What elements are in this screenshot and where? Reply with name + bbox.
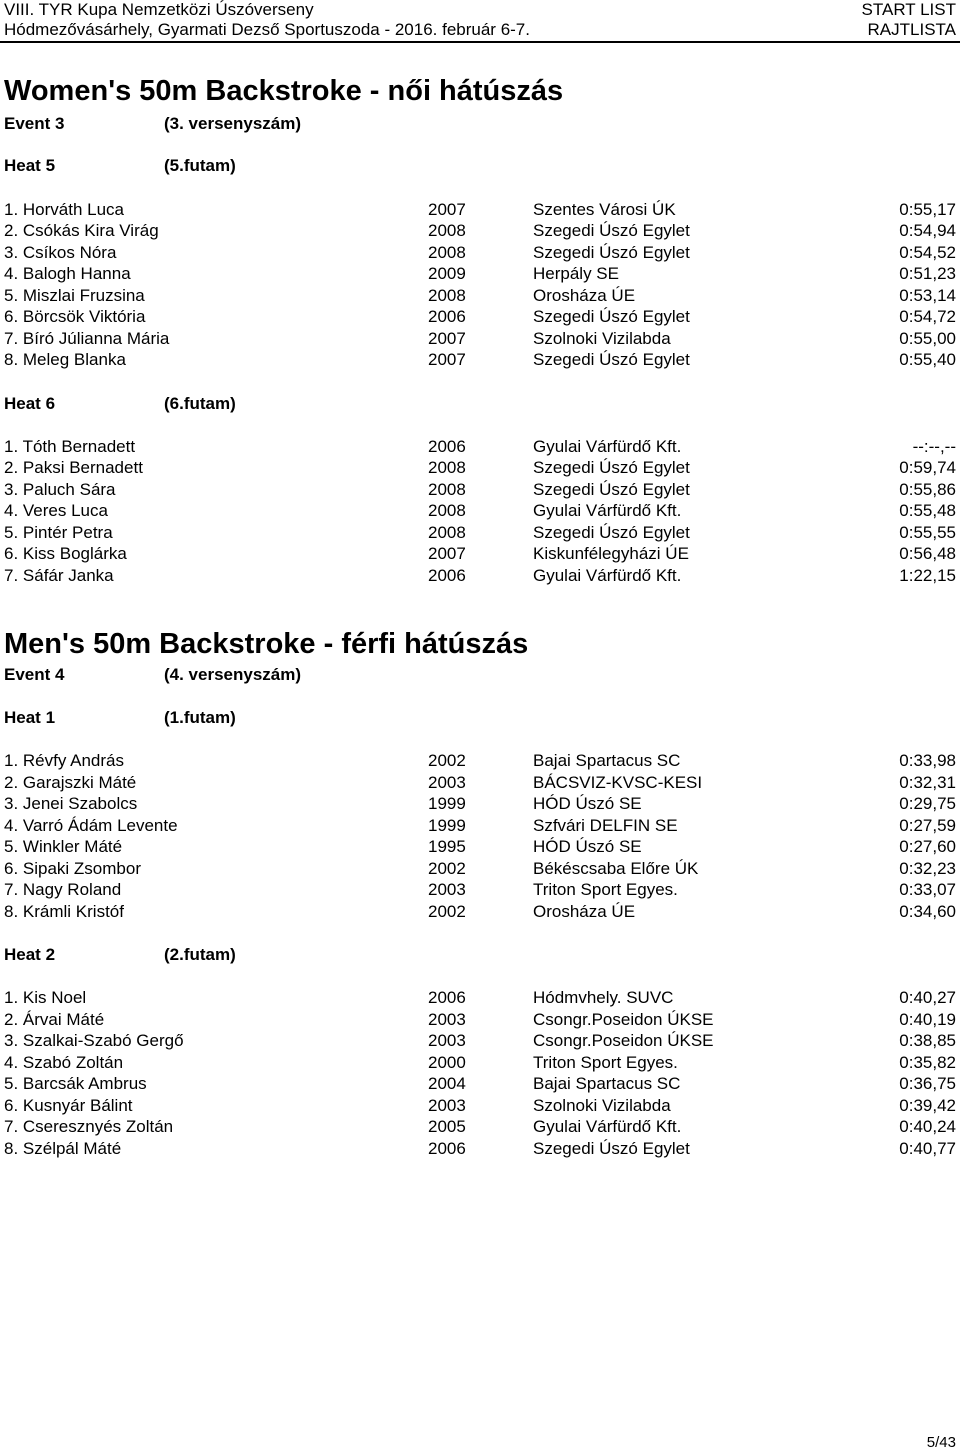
club-name: BÁCSVIZ-KVSC-KESI bbox=[533, 773, 703, 792]
birth-year: 2002 bbox=[428, 751, 466, 770]
table-row bbox=[0, 349, 960, 370]
entry-time: 1:22,15 bbox=[899, 566, 956, 585]
table-row bbox=[0, 750, 960, 771]
birth-year: 2003 bbox=[428, 880, 466, 899]
table-row bbox=[0, 1116, 960, 1137]
heat-label-hu: (6.futam) bbox=[164, 394, 236, 413]
entry-time: 0:40,27 bbox=[899, 988, 956, 1007]
club-name: Szolnoki Vizilabda bbox=[533, 329, 671, 348]
table-row bbox=[0, 285, 960, 306]
entry-time: 0:51,23 bbox=[899, 264, 956, 283]
club-name: Szegedi Úszó Egylet bbox=[533, 243, 690, 262]
entry-time: 0:39,42 bbox=[899, 1096, 956, 1115]
table-row bbox=[0, 1052, 960, 1073]
birth-year: 2002 bbox=[428, 859, 466, 878]
club-name: HÓD Úszó SE bbox=[533, 837, 642, 856]
club-name: Orosháza ÚE bbox=[533, 902, 636, 921]
entry-time: 0:29,75 bbox=[899, 794, 956, 813]
swimmer-name: 2. Árvai Máté bbox=[4, 1010, 105, 1029]
swimmer-name: 1. Horváth Luca bbox=[4, 200, 125, 219]
table-row bbox=[0, 220, 960, 241]
swimmer-name: 7. Cseresznyés Zoltán bbox=[4, 1117, 174, 1136]
birth-year: 2008 bbox=[428, 458, 466, 477]
table-row bbox=[0, 815, 960, 836]
heat-label: Heat 2 bbox=[4, 945, 56, 964]
entry-time: 0:38,85 bbox=[899, 1031, 956, 1050]
birth-year: 2008 bbox=[428, 480, 466, 499]
table-row bbox=[0, 1073, 960, 1094]
birth-year: 2002 bbox=[428, 902, 466, 921]
event-title: Women's 50m Backstroke - női hátúszás bbox=[4, 75, 564, 107]
swimmer-name: 4. Szabó Zoltán bbox=[4, 1053, 124, 1072]
heat-label: Heat 5 bbox=[4, 156, 56, 175]
club-name: Triton Sport Egyes. bbox=[533, 1053, 678, 1072]
table-row bbox=[0, 479, 960, 500]
birth-year: 2008 bbox=[428, 286, 466, 305]
club-name: Gyulai Várfürdő Kft. bbox=[533, 1117, 682, 1136]
birth-year: 2009 bbox=[428, 264, 466, 283]
entry-time: 0:33,07 bbox=[899, 880, 956, 899]
birth-year: 2006 bbox=[428, 1139, 466, 1158]
heat-label: Heat 6 bbox=[4, 394, 56, 413]
entry-time: 0:35,82 bbox=[899, 1053, 956, 1072]
swimmer-name: 6. Sipaki Zsombor bbox=[4, 859, 141, 878]
table-row bbox=[0, 858, 960, 879]
birth-year: 1999 bbox=[428, 816, 466, 835]
swimmer-name: 6. Kusnyár Bálint bbox=[4, 1096, 133, 1115]
entry-time: 0:40,24 bbox=[899, 1117, 956, 1136]
entry-time: 0:54,94 bbox=[899, 221, 956, 240]
entry-time: 0:33,98 bbox=[899, 751, 956, 770]
birth-year: 2008 bbox=[428, 221, 466, 240]
birth-year: 2004 bbox=[428, 1074, 466, 1093]
swimmer-name: 3. Szalkai-Szabó Gergő bbox=[4, 1031, 184, 1050]
table-row bbox=[0, 263, 960, 284]
doc-type: START LIST bbox=[861, 0, 956, 19]
swimmer-name: 7. Nagy Roland bbox=[4, 880, 122, 899]
entry-time: 0:59,74 bbox=[899, 458, 956, 477]
club-name: Kiskunfélegyházi ÚE bbox=[533, 544, 689, 563]
entry-time: 0:55,55 bbox=[899, 523, 956, 542]
table-row bbox=[0, 772, 960, 793]
swimmer-name: 4. Balogh Hanna bbox=[4, 264, 131, 283]
page-header bbox=[0, 0, 960, 40]
club-name: Gyulai Várfürdő Kft. bbox=[533, 501, 682, 520]
swimmer-name: 2. Paksi Bernadett bbox=[4, 458, 143, 477]
entry-time: 0:55,17 bbox=[899, 200, 956, 219]
club-name: Bajai Spartacus SC bbox=[533, 1074, 681, 1093]
birth-year: 2007 bbox=[428, 544, 466, 563]
entry-time: --:--,-- bbox=[912, 437, 956, 456]
club-name: Gyulai Várfürdő Kft. bbox=[533, 437, 682, 456]
birth-year: 2007 bbox=[428, 350, 466, 369]
entry-time: 0:55,48 bbox=[899, 501, 956, 520]
entry-time: 0:27,60 bbox=[899, 837, 956, 856]
entry-time: 0:27,59 bbox=[899, 816, 956, 835]
table-row bbox=[0, 306, 960, 327]
table-row bbox=[0, 793, 960, 814]
table-row bbox=[0, 328, 960, 349]
club-name: Szegedi Úszó Egylet bbox=[533, 1139, 690, 1158]
club-name: Orosháza ÚE bbox=[533, 286, 636, 305]
table-row bbox=[0, 199, 960, 220]
swimmer-name: 7. Sáfár Janka bbox=[4, 566, 114, 585]
club-name: Csongr.Poseidon ÚKSE bbox=[533, 1031, 714, 1050]
table-row bbox=[0, 565, 960, 586]
table-row bbox=[0, 987, 960, 1008]
swimmer-name: 5. Barcsák Ambrus bbox=[4, 1074, 147, 1093]
birth-year: 1995 bbox=[428, 837, 466, 856]
swimmer-name: 3. Csíkos Nóra bbox=[4, 243, 117, 262]
birth-year: 2003 bbox=[428, 1010, 466, 1029]
table-row bbox=[0, 242, 960, 263]
swimmer-name: 4. Varró Ádám Levente bbox=[4, 816, 178, 835]
club-name: Csongr.Poseidon ÚKSE bbox=[533, 1010, 714, 1029]
swimmer-name: 1. Tóth Bernadett bbox=[4, 437, 136, 456]
heat-label-hu: (5.futam) bbox=[164, 156, 236, 175]
entry-time: 0:54,72 bbox=[899, 307, 956, 326]
event-label: Event 4 bbox=[4, 665, 65, 684]
table-row bbox=[0, 457, 960, 478]
entry-time: 0:53,14 bbox=[899, 286, 956, 305]
club-name: Szegedi Úszó Egylet bbox=[533, 221, 690, 240]
birth-year: 2007 bbox=[428, 329, 466, 348]
entry-time: 0:32,31 bbox=[899, 773, 956, 792]
swimmer-name: 4. Veres Luca bbox=[4, 501, 108, 520]
birth-year: 2008 bbox=[428, 523, 466, 542]
birth-year: 1999 bbox=[428, 794, 466, 813]
header-divider bbox=[0, 41, 960, 43]
table-row bbox=[0, 543, 960, 564]
entry-time: 0:32,23 bbox=[899, 859, 956, 878]
club-name: Szolnoki Vizilabda bbox=[533, 1096, 671, 1115]
heat-label-hu: (1.futam) bbox=[164, 708, 236, 727]
club-name: Herpály SE bbox=[533, 264, 619, 283]
birth-year: 2003 bbox=[428, 773, 466, 792]
club-name: HÓD Úszó SE bbox=[533, 794, 642, 813]
club-name: Szegedi Úszó Egylet bbox=[533, 350, 690, 369]
entry-time: 0:40,19 bbox=[899, 1010, 956, 1029]
birth-year: 2007 bbox=[428, 200, 466, 219]
club-name: Szegedi Úszó Egylet bbox=[533, 307, 690, 326]
swimmer-name: 6. Börcsök Viktória bbox=[4, 307, 146, 326]
club-name: Szegedi Úszó Egylet bbox=[533, 480, 690, 499]
swimmer-name: 3. Jenei Szabolcs bbox=[4, 794, 138, 813]
birth-year: 2008 bbox=[428, 243, 466, 262]
birth-year: 2006 bbox=[428, 307, 466, 326]
swimmer-name: 8. Krámli Kristóf bbox=[4, 902, 124, 921]
club-name: Szegedi Úszó Egylet bbox=[533, 523, 690, 542]
table-row bbox=[0, 1138, 960, 1159]
club-name: Hódmvhely. SUVC bbox=[533, 988, 674, 1007]
swimmer-name: 8. Szélpál Máté bbox=[4, 1139, 122, 1158]
event-label-hu: (3. versenyszám) bbox=[164, 114, 302, 133]
birth-year: 2005 bbox=[428, 1117, 466, 1136]
club-name: Gyulai Várfürdő Kft. bbox=[533, 566, 682, 585]
heat-label-hu: (2.futam) bbox=[164, 945, 236, 964]
competition-name: VIII. TYR Kupa Nemzetközi Úszóverseny bbox=[4, 0, 314, 19]
club-name: Békéscsaba Előre ÚK bbox=[533, 859, 699, 878]
table-row bbox=[0, 500, 960, 521]
entry-time: 0:36,75 bbox=[899, 1074, 956, 1093]
table-row bbox=[0, 436, 960, 457]
venue-date: Hódmezővásárhely, Gyarmati Dezső Sportuszoda - 2016. február 6-7. bbox=[4, 20, 530, 39]
doc-type-hu: RAJTLISTA bbox=[867, 20, 956, 39]
club-name: Szfvári DELFIN SE bbox=[533, 816, 678, 835]
entry-time: 0:54,52 bbox=[899, 243, 956, 262]
swimmer-name: 7. Bíró Júlianna Mária bbox=[4, 329, 170, 348]
table-row bbox=[0, 901, 960, 922]
birth-year: 2003 bbox=[428, 1031, 466, 1050]
swimmer-name: 6. Kiss Boglárka bbox=[4, 544, 127, 563]
swimmer-name: 5. Winkler Máté bbox=[4, 837, 123, 856]
swimmer-name: 3. Paluch Sára bbox=[4, 480, 116, 499]
table-row bbox=[0, 836, 960, 857]
entry-time: 0:40,77 bbox=[899, 1139, 956, 1158]
club-name: Szegedi Úszó Egylet bbox=[533, 458, 690, 477]
swimmer-name: 2. Garajszki Máté bbox=[4, 773, 137, 792]
birth-year: 2006 bbox=[428, 988, 466, 1007]
club-name: Triton Sport Egyes. bbox=[533, 880, 678, 899]
entry-time: 0:55,00 bbox=[899, 329, 956, 348]
swimmer-name: 1. Révfy András bbox=[4, 751, 125, 770]
entry-time: 0:34,60 bbox=[899, 902, 956, 921]
swimmer-name: 2. Csókás Kira Virág bbox=[4, 221, 159, 240]
swimmer-name: 5. Miszlai Fruzsina bbox=[4, 286, 145, 305]
heat-label: Heat 1 bbox=[4, 708, 56, 727]
birth-year: 2003 bbox=[428, 1096, 466, 1115]
club-name: Bajai Spartacus SC bbox=[533, 751, 681, 770]
birth-year: 2000 bbox=[428, 1053, 466, 1072]
table-row bbox=[0, 879, 960, 900]
swimmer-name: 8. Meleg Blanka bbox=[4, 350, 126, 369]
table-row bbox=[0, 1095, 960, 1116]
swimmer-name: 5. Pintér Petra bbox=[4, 523, 113, 542]
birth-year: 2008 bbox=[428, 501, 466, 520]
entry-time: 0:56,48 bbox=[899, 544, 956, 563]
table-row bbox=[0, 1030, 960, 1051]
entry-time: 0:55,40 bbox=[899, 350, 956, 369]
event-label-hu: (4. versenyszám) bbox=[164, 665, 302, 684]
event-label: Event 3 bbox=[4, 114, 65, 133]
birth-year: 2006 bbox=[428, 437, 466, 456]
entry-time: 0:55,86 bbox=[899, 480, 956, 499]
event-title: Men's 50m Backstroke - férfi hátúszás bbox=[4, 628, 529, 660]
table-row bbox=[0, 522, 960, 543]
table-row bbox=[0, 1009, 960, 1030]
birth-year: 2006 bbox=[428, 566, 466, 585]
club-name: Szentes Városi ÚK bbox=[533, 200, 676, 219]
page-number: 5/43 bbox=[926, 1434, 956, 1451]
swimmer-name: 1. Kis Noel bbox=[4, 988, 87, 1007]
